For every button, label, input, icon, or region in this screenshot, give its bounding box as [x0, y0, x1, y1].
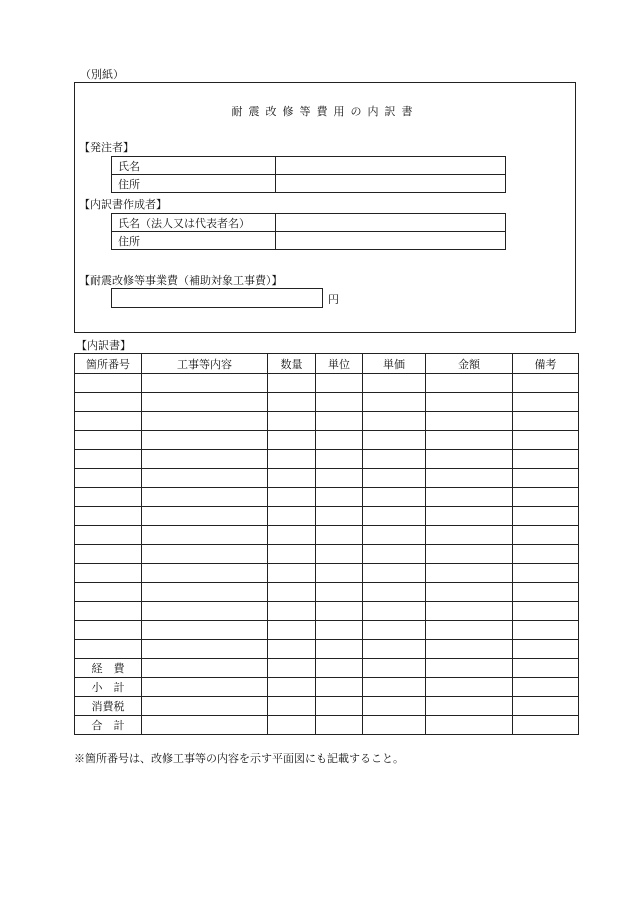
- column-header: 単位: [316, 354, 363, 374]
- summary-label: 小 計: [75, 678, 142, 697]
- summary-label: 合 計: [75, 716, 142, 735]
- table-cell[interactable]: [75, 545, 142, 564]
- table-cell[interactable]: [75, 488, 142, 507]
- table-cell[interactable]: [268, 621, 316, 640]
- table-row: [75, 526, 579, 545]
- table-row: [112, 175, 506, 193]
- table-cell[interactable]: [363, 393, 426, 412]
- table-row: [75, 393, 579, 412]
- cost-heading: 【耐震改修等事業費（補助対象工事費）】: [79, 274, 283, 287]
- table-cell[interactable]: [75, 564, 142, 583]
- table-cell[interactable]: [75, 602, 142, 621]
- column-header: 備考: [513, 354, 579, 374]
- table-cell[interactable]: [316, 526, 363, 545]
- table-row: [75, 564, 579, 583]
- orderer-name-label: 氏名: [112, 157, 276, 175]
- table-cell[interactable]: [513, 602, 579, 621]
- table-cell[interactable]: [426, 697, 513, 716]
- table-cell[interactable]: [142, 545, 268, 564]
- table-cell[interactable]: [268, 564, 316, 583]
- table-cell[interactable]: [268, 716, 316, 735]
- table-cell[interactable]: [316, 450, 363, 469]
- orderer-address-label: 住所: [112, 175, 276, 193]
- orderer-name-field[interactable]: [276, 157, 506, 175]
- table-cell[interactable]: [268, 507, 316, 526]
- table-cell[interactable]: [363, 488, 426, 507]
- table-row: [75, 507, 579, 526]
- table-cell[interactable]: [268, 450, 316, 469]
- table-cell[interactable]: [426, 602, 513, 621]
- table-cell[interactable]: [316, 469, 363, 488]
- table-cell[interactable]: [75, 374, 142, 393]
- table-cell[interactable]: [426, 374, 513, 393]
- table-cell[interactable]: [142, 659, 268, 678]
- table-cell[interactable]: [142, 526, 268, 545]
- table-cell[interactable]: [316, 697, 363, 716]
- table-cell[interactable]: [142, 716, 268, 735]
- table-cell[interactable]: [513, 716, 579, 735]
- table-cell[interactable]: [363, 412, 426, 431]
- author-table: [111, 213, 506, 250]
- table-cell[interactable]: [426, 488, 513, 507]
- table-row: [75, 374, 579, 393]
- author-heading: 【内訳書作成者】: [79, 198, 167, 211]
- table-cell[interactable]: [513, 450, 579, 469]
- breakdown-heading: 【内訳書】: [76, 339, 131, 352]
- table-cell[interactable]: [316, 545, 363, 564]
- cost-amount-field[interactable]: [111, 288, 323, 308]
- table-row: [75, 431, 579, 450]
- table-cell[interactable]: [363, 469, 426, 488]
- summary-label: 経 費: [75, 659, 142, 678]
- table-cell[interactable]: [426, 469, 513, 488]
- table-cell[interactable]: [513, 697, 579, 716]
- table-cell[interactable]: [363, 621, 426, 640]
- orderer-heading: 【発注者】: [79, 141, 134, 154]
- table-cell[interactable]: [363, 450, 426, 469]
- document-title: 耐震改修等費用の内訳書: [231, 105, 419, 118]
- table-cell[interactable]: [316, 678, 363, 697]
- table-cell[interactable]: [426, 507, 513, 526]
- table-cell[interactable]: [142, 393, 268, 412]
- table-cell[interactable]: [268, 640, 316, 659]
- table-cell[interactable]: [268, 583, 316, 602]
- column-header: 箇所番号: [75, 354, 142, 374]
- table-row: [75, 469, 579, 488]
- table-cell[interactable]: [426, 659, 513, 678]
- column-header: 工事等内容: [142, 354, 268, 374]
- table-cell[interactable]: [316, 431, 363, 450]
- table-cell[interactable]: [513, 621, 579, 640]
- author-name-field[interactable]: [276, 214, 506, 232]
- table-cell[interactable]: [513, 678, 579, 697]
- orderer-table: [111, 156, 506, 193]
- table-cell[interactable]: [75, 640, 142, 659]
- table-row: [75, 488, 579, 507]
- table-cell[interactable]: [513, 374, 579, 393]
- orderer-address-field[interactable]: [276, 175, 506, 193]
- table-cell[interactable]: [75, 431, 142, 450]
- table-cell[interactable]: [142, 374, 268, 393]
- table-cell[interactable]: [363, 564, 426, 583]
- table-cell[interactable]: [363, 431, 426, 450]
- table-cell[interactable]: [363, 374, 426, 393]
- summary-row: [75, 678, 579, 697]
- table-cell[interactable]: [363, 545, 426, 564]
- table-cell[interactable]: [426, 431, 513, 450]
- column-header: 単価: [363, 354, 426, 374]
- table-cell[interactable]: [513, 469, 579, 488]
- table-row: [75, 450, 579, 469]
- table-cell[interactable]: [142, 564, 268, 583]
- table-cell[interactable]: [268, 526, 316, 545]
- table-cell[interactable]: [142, 583, 268, 602]
- table-cell[interactable]: [363, 716, 426, 735]
- table-cell[interactable]: [268, 545, 316, 564]
- attachment-label: （別紙）: [80, 68, 124, 81]
- table-cell[interactable]: [513, 507, 579, 526]
- table-cell[interactable]: [513, 564, 579, 583]
- cost-unit: 円: [328, 293, 339, 306]
- table-cell[interactable]: [513, 659, 579, 678]
- table-cell[interactable]: [316, 640, 363, 659]
- table-cell[interactable]: [268, 678, 316, 697]
- table-row: [112, 214, 506, 232]
- table-cell[interactable]: [268, 488, 316, 507]
- table-cell[interactable]: [268, 374, 316, 393]
- table-cell[interactable]: [316, 621, 363, 640]
- table-cell[interactable]: [513, 393, 579, 412]
- table-cell[interactable]: [513, 545, 579, 564]
- table-cell[interactable]: [75, 526, 142, 545]
- table-cell[interactable]: [75, 393, 142, 412]
- table-cell[interactable]: [426, 583, 513, 602]
- table-cell[interactable]: [75, 621, 142, 640]
- table-cell[interactable]: [142, 640, 268, 659]
- table-cell[interactable]: [426, 716, 513, 735]
- table-cell[interactable]: [426, 412, 513, 431]
- table-cell[interactable]: [316, 659, 363, 678]
- summary-row: [75, 697, 579, 716]
- table-cell[interactable]: [513, 640, 579, 659]
- column-header: 金額: [426, 354, 513, 374]
- table-cell[interactable]: [75, 507, 142, 526]
- table-row: [75, 545, 579, 564]
- table-cell[interactable]: [75, 583, 142, 602]
- table-cell[interactable]: [316, 488, 363, 507]
- table-cell[interactable]: [316, 374, 363, 393]
- table-cell[interactable]: [268, 412, 316, 431]
- table-cell[interactable]: [142, 469, 268, 488]
- table-cell[interactable]: [363, 640, 426, 659]
- table-row: [75, 621, 579, 640]
- table-cell[interactable]: [513, 412, 579, 431]
- table-cell[interactable]: [268, 602, 316, 621]
- table-cell[interactable]: [268, 431, 316, 450]
- author-address-label: 住所: [112, 232, 276, 250]
- table-cell[interactable]: [426, 564, 513, 583]
- table-row: [75, 583, 579, 602]
- table-cell[interactable]: [268, 697, 316, 716]
- table-cell[interactable]: [316, 583, 363, 602]
- table-header-row: [75, 354, 579, 374]
- table-cell[interactable]: [363, 697, 426, 716]
- table-cell[interactable]: [75, 412, 142, 431]
- table-cell[interactable]: [426, 526, 513, 545]
- summary-row: [75, 659, 579, 678]
- table-cell[interactable]: [513, 583, 579, 602]
- table-cell[interactable]: [426, 393, 513, 412]
- column-header: 数量: [268, 354, 316, 374]
- table-cell[interactable]: [363, 602, 426, 621]
- table-cell[interactable]: [363, 526, 426, 545]
- table-cell[interactable]: [142, 678, 268, 697]
- table-cell[interactable]: [363, 659, 426, 678]
- table-row: [75, 602, 579, 621]
- table-cell[interactable]: [363, 678, 426, 697]
- table-cell[interactable]: [426, 450, 513, 469]
- table-cell[interactable]: [142, 412, 268, 431]
- author-address-field[interactable]: [276, 232, 506, 250]
- summary-label: 消費税: [75, 697, 142, 716]
- table-cell[interactable]: [268, 469, 316, 488]
- table-cell[interactable]: [75, 469, 142, 488]
- table-cell[interactable]: [316, 564, 363, 583]
- summary-row: [75, 716, 579, 735]
- table-cell[interactable]: [363, 507, 426, 526]
- summary-box: [74, 82, 576, 333]
- table-cell[interactable]: [426, 621, 513, 640]
- table-cell[interactable]: [316, 393, 363, 412]
- table-cell[interactable]: [316, 412, 363, 431]
- table-cell[interactable]: [142, 488, 268, 507]
- table-cell[interactable]: [142, 450, 268, 469]
- table-cell[interactable]: [142, 507, 268, 526]
- footnote: ※箇所番号は、改修工事等の内容を示す平面図にも記載すること。: [74, 752, 404, 765]
- table-cell[interactable]: [513, 488, 579, 507]
- table-cell[interactable]: [316, 716, 363, 735]
- table-cell[interactable]: [363, 583, 426, 602]
- table-row: [112, 157, 506, 175]
- table-cell[interactable]: [426, 678, 513, 697]
- table-cell[interactable]: [268, 659, 316, 678]
- breakdown-table: [74, 353, 579, 735]
- table-row: [75, 640, 579, 659]
- table-cell[interactable]: [426, 545, 513, 564]
- table-cell[interactable]: [268, 393, 316, 412]
- table-cell[interactable]: [142, 602, 268, 621]
- table-cell[interactable]: [75, 450, 142, 469]
- table-cell[interactable]: [426, 640, 513, 659]
- table-row: [112, 232, 506, 250]
- table-row: [75, 412, 579, 431]
- table-cell[interactable]: [316, 507, 363, 526]
- table-cell[interactable]: [316, 602, 363, 621]
- table-cell[interactable]: [142, 431, 268, 450]
- author-name-label: 氏名（法人又は代表者名）: [112, 214, 276, 232]
- table-cell[interactable]: [513, 431, 579, 450]
- table-cell[interactable]: [142, 697, 268, 716]
- table-cell[interactable]: [513, 526, 579, 545]
- table-cell[interactable]: [142, 621, 268, 640]
